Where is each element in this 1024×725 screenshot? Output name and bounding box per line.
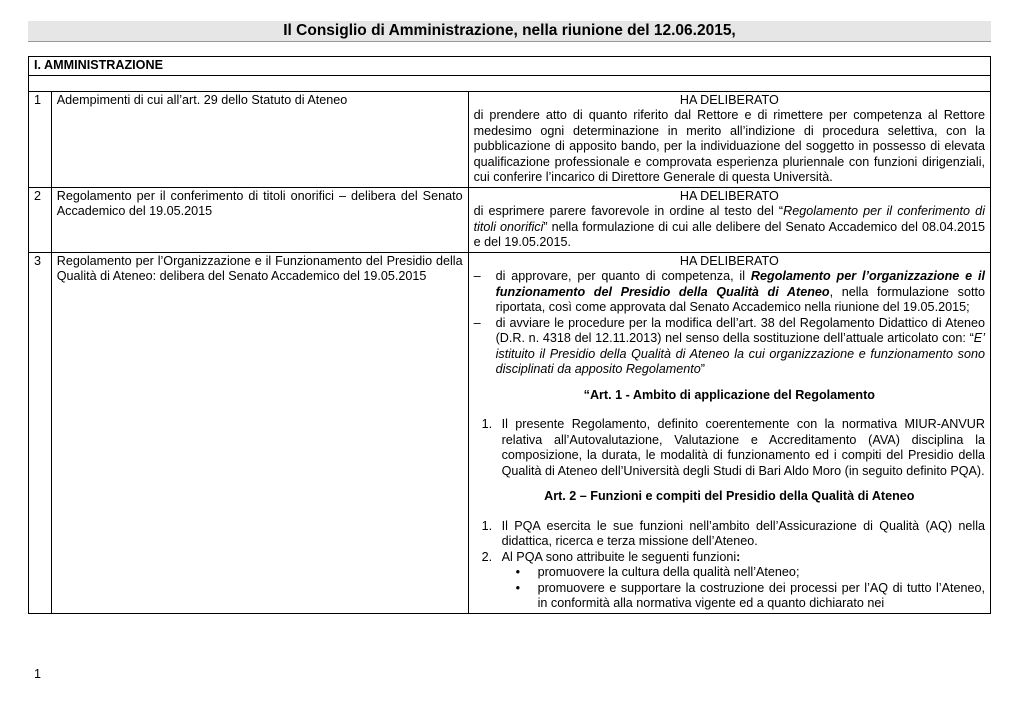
item-text: promuovere la cultura della qualità nell’Ateneo; [537, 565, 800, 579]
colon: : [736, 549, 741, 564]
item-number: 1. [481, 518, 493, 533]
decision-heading: HA DELIBERATO [679, 92, 779, 107]
row-number: 1 [29, 91, 52, 187]
list-item [474, 316, 985, 378]
item-number: 1. [481, 417, 493, 431]
page-number: 1 [34, 667, 42, 681]
section-header-row [29, 57, 991, 76]
decision-text-end: ” nella formulazione di cui alle delibere del Senato Accademico del 08.04.2015 e del 19.05.2015. [473, 219, 985, 249]
regulation-title: Regolamento per l’organizzazione e il funzionamento del Presidio della Qualità di Ateneo [495, 269, 985, 299]
item-text: Il PQA esercita le sue funzioni nell’ambito dell’Assicurazione di Qualità (AQ) nella didattica, ricerca e terza missione dell’Ateneo. [501, 518, 985, 548]
row-decision [468, 187, 990, 252]
row-decision [468, 252, 990, 613]
spacer-row [29, 75, 991, 91]
regulation-title: Regolamento per il conferimento di titoli onorifici [473, 204, 985, 234]
minutes-table [28, 56, 991, 614]
quoted-article: E’ istituito il Presidio della Qualità di Ateneo la cui organizzazione e funzionamento sono disciplinati da apposito Regolamento [495, 331, 985, 376]
dash-bullet: – [473, 315, 481, 330]
article-2-list [474, 519, 985, 612]
item-number: 2. [481, 549, 493, 564]
section-heading: I. AMMINISTRAZIONE [29, 57, 991, 76]
row-topic: Regolamento per il conferimento di titoli onorifici – delibera del Senato Accademico del 19.05.2015 [51, 187, 468, 252]
decision-list [474, 269, 985, 378]
table-row [29, 252, 991, 613]
article-2-title: Art. 2 – Funzioni e compiti del Presidio della Qualità di Ateneo [544, 489, 915, 503]
decision-text [474, 204, 985, 251]
table-row [29, 91, 991, 187]
row-topic: Regolamento per l’Organizzazione e il Funzionamento del Presidio della Qualità di Ateneo: delibera del Senato Accademico del 19.05.2015 [51, 252, 468, 613]
item-text: promuovere e supportare la costruzione dei processi per l’AQ di tutto l’Ateneo, in conformità alla normativa vigente ed a quanto dichiarato nei [537, 580, 985, 610]
list-item [502, 565, 985, 581]
row-decision [468, 91, 990, 187]
item-text-start: di avviare le procedure per la modifica dell’art. 38 del Regolamento Didattico di Ateneo (D.R. n. 4318 del 12.11.2013) nel senso della sostituzione dell’attuale articolato con: “ [495, 315, 985, 345]
list-item [474, 550, 985, 612]
list-item [474, 269, 985, 316]
item-text-start: di approvare, per quanto di competenza, il [495, 269, 751, 283]
bullet-dot: • [515, 580, 521, 595]
item-text: Il presente Regolamento, definito coerentemente con la normativa MIUR-ANVUR relativa all’Autovalutazione, Valutazione e Accreditamento (AVA) disciplina la composizione, la durata, le modalità di funzionamento ed i compiti del Presidio della Qualità di Ateneo dell’Università degli Studi di Bari Aldo Moro (in seguito definito PQA). [501, 417, 985, 478]
decision-heading: HA DELIBERATO [679, 188, 779, 203]
item-text: Al PQA sono attribuite le seguenti funzioni [501, 549, 737, 564]
bullet-dot: • [515, 565, 521, 579]
item-text-end: , nella formulazione sotto riportata, così come approvata dal Senato Accademico nella riunione del 19.05.2015; [495, 284, 985, 314]
decision-text: di prendere atto di quanto riferito dal Rettore e di rimettere per competenza al Rettore medesimo ogni determinazione in merito all’indizione di procedura selettiva, con la pubblicazione di apposito bando, per la individuazione del soggetto in possesso di elevata qualificazione professionale e comprovata esperienza pluriennale con funzioni dirigenziali, cui conferire l’incarico di Direttore Generale di questa Università. [473, 108, 985, 184]
row-number: 3 [29, 252, 52, 613]
table-row [29, 187, 991, 252]
row-topic: Adempimenti di cui all’art. 29 dello Statuto di Ateneo [51, 91, 468, 187]
list-item [502, 581, 985, 612]
function-list [502, 565, 985, 612]
item-text-end: ” [700, 362, 705, 376]
article-1-title: “Art. 1 - Ambito di applicazione del Regolamento [583, 387, 875, 402]
list-item [474, 417, 985, 479]
list-item [474, 519, 985, 550]
article-1-list [474, 417, 985, 479]
page-title: Il Consiglio di Amministrazione, nella riunione del 12.06.2015, [28, 21, 991, 42]
decision-heading: HA DELIBERATO [679, 253, 779, 268]
decision-text-start: di esprimere parere favorevole in ordine al testo del “ [473, 204, 784, 218]
dash-bullet: – [473, 269, 481, 283]
row-number: 2 [29, 187, 52, 252]
